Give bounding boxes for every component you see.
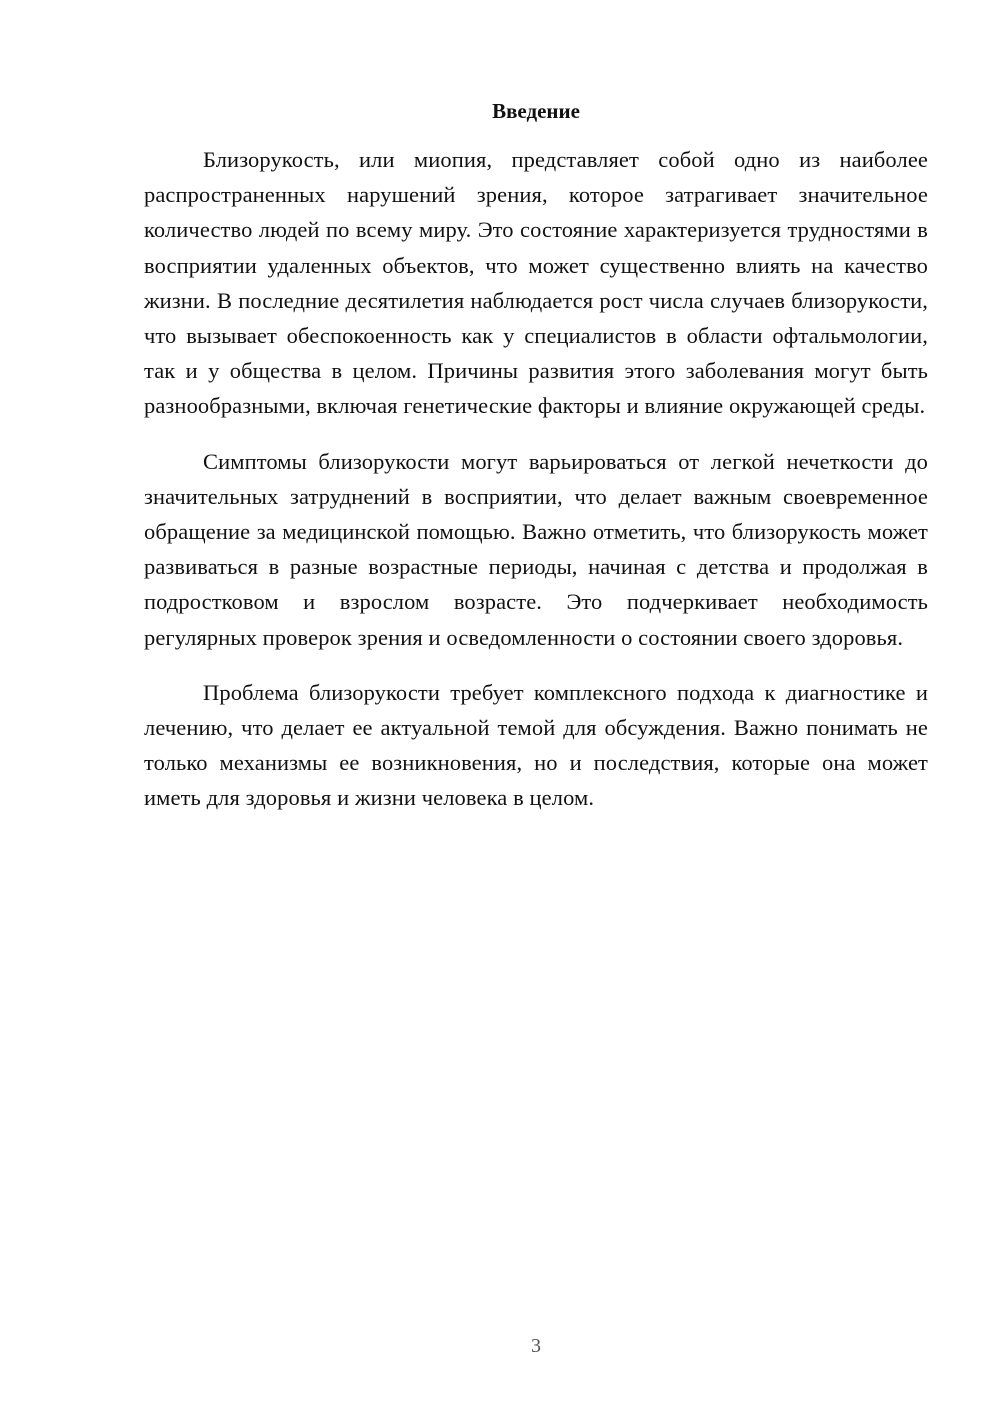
paragraph-2: Симптомы близорукости могут варьироваться от легкой нечеткости до значительных затруднений в восприятии, что делает важным своевременное обращение за медицинской помощью. Важно отметить, что близорукость может развиваться в разные возрастные периоды, начиная с детства и продолжая в подростковом и взрослом возрасте. Это подчеркивает необходимость регулярных проверок зрения и осведомленности о состоянии своего здоровья. [144, 448, 928, 650]
section-heading: Введение [492, 99, 580, 123]
body-text [144, 142, 928, 836]
paragraph-1: Близорукость, или миопия, представляет собой одно из наиболее распространенных нарушений зрения, которое затрагивает значительное количество людей по всему миру. Это состояние характеризуется трудностями в восприятии удаленных объектов, что может существенно влиять на качество жизни. В последние десятилетия наблюдается рост числа случаев близорукости, что вызывает обеспокоенность как у специалистов в области офтальмологии, так и у общества в целом. Причины развития этого заболевания могут быть разнообразными, включая генетические факторы и влияние окружающей среды. [144, 147, 928, 419]
page-number: 3 [531, 1335, 541, 1357]
paragraph-3: Проблема близорукости требует комплексного подхода к диагностике и лечению, что делает ее актуальной темой для обсуждения. Важно понимать не только механизмы ее возникновения, но и последствия, которые она может иметь для здоровья и жизни человека в целом. [144, 679, 928, 811]
